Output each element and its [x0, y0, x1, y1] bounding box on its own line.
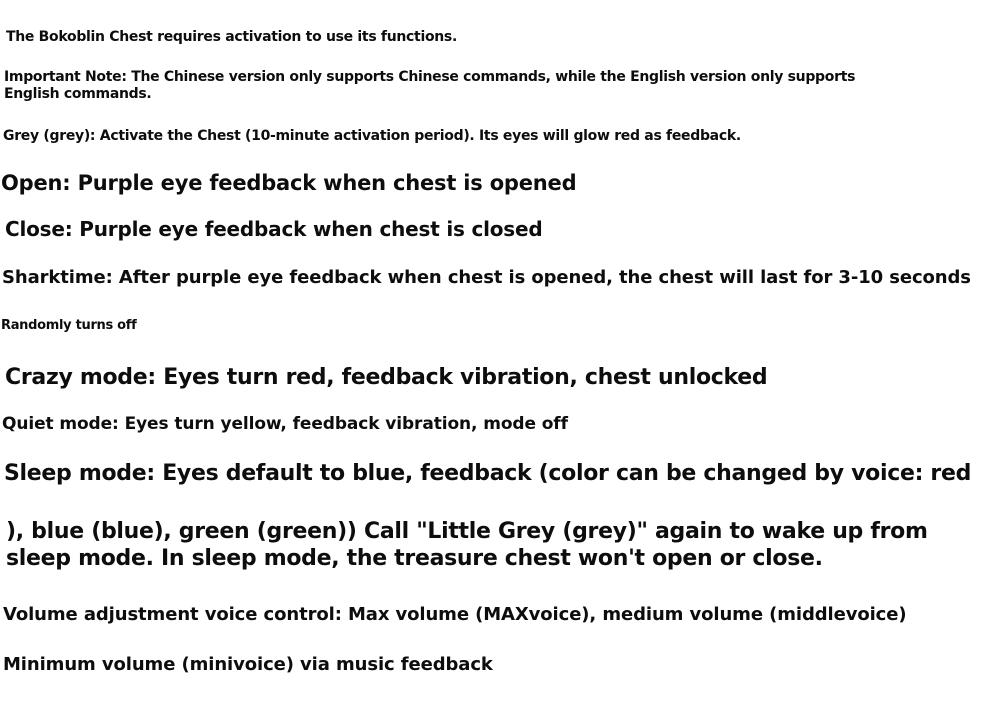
close-command-text: Close: Purple eye feedback when chest is closed	[5, 217, 543, 241]
randomly-turns-off-text: Randomly turns off	[1, 318, 137, 333]
volume-control-line-2: Minimum volume (minivoice) via music feedback	[3, 654, 493, 675]
activation-text: The Bokoblin Chest requires activation to use its functions.	[6, 29, 457, 45]
sharktime-command-text: Sharktime: After purple eye feedback when chest is opened, the chest will last for 3-10 seconds	[2, 267, 971, 288]
sleep-mode-line-2: ), blue (blue), green (green)) Call "Little Grey (grey)" again to wake up from	[6, 519, 928, 544]
open-command-text: Open: Purple eye feedback when chest is opened	[1, 171, 577, 195]
crazy-mode-text: Crazy mode: Eyes turn red, feedback vibration, chest unlocked	[5, 365, 768, 390]
sleep-mode-line-1: Sleep mode: Eyes default to blue, feedback (color can be changed by voice: red	[4, 461, 972, 486]
quiet-mode-text: Quiet mode: Eyes turn yellow, feedback vibration, mode off	[2, 414, 568, 434]
important-note-line-2: English commands.	[4, 86, 152, 102]
sleep-mode-line-3: sleep mode. In sleep mode, the treasure chest won't open or close.	[6, 546, 823, 571]
volume-control-line-1: Volume adjustment voice control: Max volume (MAXvoice), medium volume (middlevoice)	[3, 604, 907, 625]
grey-command-text: Grey (grey): Activate the Chest (10-minute activation period). Its eyes will glow red as feedback.	[3, 128, 741, 144]
important-note-line-1: Important Note: The Chinese version only supports Chinese commands, while the English version only supports	[4, 69, 856, 85]
